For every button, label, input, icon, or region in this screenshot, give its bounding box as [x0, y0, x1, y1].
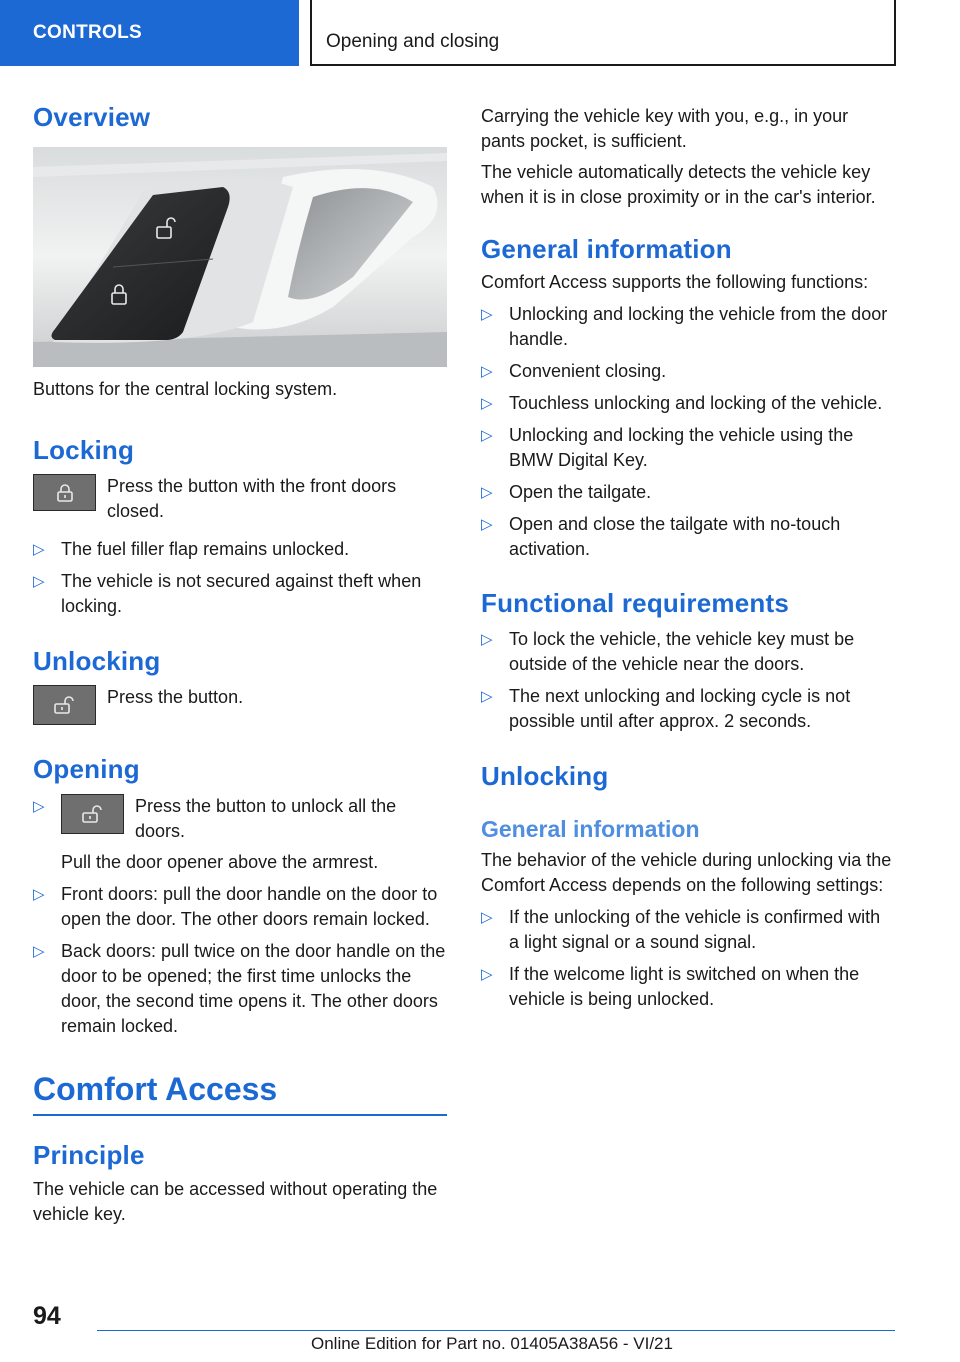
- bullet-triangle-icon: ▷: [33, 798, 45, 815]
- list-item: ▷ Convenient closing.: [481, 359, 895, 384]
- edition-label: Online Edition for Part no. 01405A38A56 - VI/21: [311, 1334, 673, 1353]
- bullet-triangle-icon: ▷: [481, 688, 493, 705]
- chapter-title: Opening and closing: [310, 0, 896, 66]
- unlocking-row: [33, 685, 447, 725]
- bullet-triangle-icon: ▷: [481, 631, 493, 648]
- bullet-triangle-icon: ▷: [481, 966, 493, 983]
- list-item: ▷ Press the button to unlock all the doors. Pull the door opener above the armrest.: [33, 796, 397, 872]
- list-item: ▷ Back doors: pull twice on the door handle on the door to be opened; the first time unlocks the door, the second time opens it. The other doors remain locked.: [33, 941, 446, 1036]
- opening-heading: Opening: [33, 754, 140, 784]
- page-header: [0, 0, 960, 66]
- locking-heading: Locking: [33, 435, 135, 465]
- unlocking-subheading: General information: [481, 816, 700, 842]
- bullet-triangle-icon: ▷: [481, 484, 493, 501]
- bullet-triangle-icon: ▷: [33, 541, 45, 558]
- unlock-button-icon: [61, 794, 124, 834]
- functional-bullets: [481, 627, 895, 734]
- door-handle-photo: [33, 147, 447, 367]
- list-item: ▷ Front doors: pull the door handle on the door to open the door. The other doors remain locked.: [33, 884, 438, 929]
- image-caption: Buttons for the central locking system.: [33, 379, 338, 399]
- locking-bullets: [33, 537, 447, 619]
- list-item: ▷ Unlocking and locking the vehicle from the door handle.: [481, 304, 888, 349]
- bullet-triangle-icon: ▷: [481, 909, 493, 926]
- page-number: 94: [33, 1302, 61, 1330]
- bullet-triangle-icon: ▷: [481, 306, 493, 323]
- principle-text: The vehicle can be accessed without operating the vehicle key.: [33, 1179, 438, 1224]
- bullet-triangle-icon: ▷: [481, 516, 493, 533]
- bullet-triangle-icon: ▷: [33, 943, 45, 960]
- lock-button-icon: [33, 474, 96, 511]
- intro-text-1: Carrying the vehicle key with you, e.g., in your pants pocket, is sufficient.: [481, 106, 849, 151]
- footer-divider: [97, 1330, 895, 1331]
- comfort-access-heading: Comfort Access: [33, 1071, 278, 1107]
- section-divider: [33, 1114, 447, 1116]
- unlocking-heading-right: Unlocking: [481, 761, 609, 791]
- general-information-text: Comfort Access supports the following functions:: [481, 272, 869, 292]
- bullet-triangle-icon: ▷: [481, 427, 493, 444]
- list-item: ▷ Touchless unlocking and locking of the vehicle.: [481, 391, 895, 416]
- general-bullets: [481, 302, 895, 562]
- intro-text-2: The vehicle automatically detects the vehicle key when it is in close proximity or in the car's interior.: [481, 162, 876, 207]
- opening-bullets: [33, 794, 447, 1039]
- list-item: ▷ The fuel filler flap remains unlocked.: [33, 537, 447, 562]
- list-item: ▷ To lock the vehicle, the vehicle key must be outside of the vehicle near the doors.: [481, 629, 855, 674]
- list-item: ▷ Open the tailgate.: [481, 480, 895, 505]
- unlocking-text: Press the button.: [107, 687, 244, 707]
- bullet-triangle-icon: ▷: [33, 886, 45, 903]
- bullet-triangle-icon: ▷: [33, 573, 45, 590]
- list-item: ▷ The next unlocking and locking cycle is not possible until after approx. 2 seconds.: [481, 686, 851, 731]
- list-item: ▷ If the unlocking of the vehicle is confirmed with a light signal or a sound signal.: [481, 907, 881, 952]
- locking-text: Press the button with the front doors closed.: [107, 476, 397, 521]
- unlocking-text-right: The behavior of the vehicle during unlocking via the Comfort Access depends on the following settings:: [481, 850, 892, 895]
- list-item: ▷ Unlocking and locking the vehicle using the BMW Digital Key.: [481, 425, 854, 470]
- bullet-triangle-icon: ▷: [481, 363, 493, 380]
- list-item: ▷ If the welcome light is switched on when the vehicle is being unlocked.: [481, 964, 860, 1009]
- bullet-triangle-icon: ▷: [481, 395, 493, 412]
- overview-heading: Overview: [33, 102, 151, 132]
- list-item: ▷ The vehicle is not secured against theft when locking.: [33, 571, 422, 616]
- unlocking-heading: Unlocking: [33, 646, 161, 676]
- right-column: [481, 104, 895, 1012]
- functional-requirements-heading: Functional requirements: [481, 588, 789, 618]
- section-label: CONTROLS: [0, 0, 299, 66]
- locking-row: [33, 474, 447, 524]
- principle-heading: Principle: [33, 1140, 145, 1170]
- unlock-button-icon: [33, 685, 96, 725]
- general-information-heading: General information: [481, 234, 732, 264]
- list-item: ▷ Open and close the tailgate with no-touch activation.: [481, 514, 841, 559]
- unlocking-bullets: [481, 905, 895, 1012]
- left-column: [33, 96, 447, 1227]
